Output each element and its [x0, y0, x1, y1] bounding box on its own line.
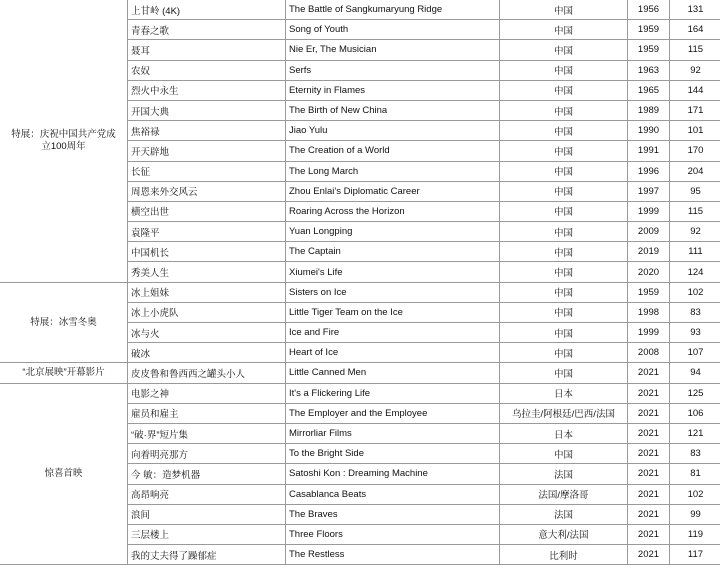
film-title-en: The Employer and the Employee: [286, 403, 500, 423]
film-country: 中国: [500, 242, 628, 262]
film-duration: 102: [670, 282, 720, 302]
table-row: [0, 0, 720, 20]
film-title-en: The Restless: [286, 545, 500, 565]
film-country: 中国: [500, 181, 628, 201]
film-year: 2020: [628, 262, 670, 282]
film-year: 1991: [628, 141, 670, 161]
film-duration: 83: [670, 444, 720, 464]
film-title-cn: 秀美人生: [128, 262, 286, 282]
film-title-cn: 青春之歌: [128, 20, 286, 40]
film-country: 中国: [500, 302, 628, 322]
film-duration: 115: [670, 40, 720, 60]
film-duration: 170: [670, 141, 720, 161]
film-duration: 101: [670, 121, 720, 141]
film-country: 乌拉圭/阿根廷/巴西/法国: [500, 403, 628, 423]
film-title-en: Sisters on Ice: [286, 282, 500, 302]
film-year: 1959: [628, 282, 670, 302]
film-duration: 111: [670, 242, 720, 262]
film-year: 1999: [628, 323, 670, 343]
film-duration: 93: [670, 323, 720, 343]
film-title-en: The Long March: [286, 161, 500, 181]
film-year: 1997: [628, 181, 670, 201]
film-year: 1996: [628, 161, 670, 181]
film-title-cn: “破·界”短片集: [128, 423, 286, 443]
film-duration: 92: [670, 222, 720, 242]
film-title-en: The Creation of a World: [286, 141, 500, 161]
film-title-cn: 冰上小虎队: [128, 302, 286, 322]
film-duration: 117: [670, 545, 720, 565]
film-title-en: Satoshi Kon : Dreaming Machine: [286, 464, 500, 484]
film-year: 1999: [628, 201, 670, 221]
film-title-en: Little Canned Men: [286, 363, 500, 383]
film-country: 中国: [500, 60, 628, 80]
film-title-cn: 冰与火: [128, 323, 286, 343]
film-duration: 95: [670, 181, 720, 201]
film-title-cn: 高昂响亮: [128, 484, 286, 504]
film-duration: 164: [670, 20, 720, 40]
film-title-cn: 周恩来外交风云: [128, 181, 286, 201]
film-duration: 124: [670, 262, 720, 282]
film-year: 1959: [628, 20, 670, 40]
film-country: 日本: [500, 423, 628, 443]
film-country: 比利时: [500, 545, 628, 565]
film-country: 中国: [500, 80, 628, 100]
film-duration: 107: [670, 343, 720, 363]
film-duration: 99: [670, 504, 720, 524]
film-year: 2021: [628, 383, 670, 403]
film-year: 2021: [628, 423, 670, 443]
film-year: 2021: [628, 363, 670, 383]
film-duration: 81: [670, 464, 720, 484]
film-country: 中国: [500, 444, 628, 464]
film-duration: 94: [670, 363, 720, 383]
film-title-en: The Birth of New China: [286, 100, 500, 120]
film-country: 中国: [500, 262, 628, 282]
film-title-cn: 三层楼上: [128, 524, 286, 544]
film-title-en: Yuan Longping: [286, 222, 500, 242]
film-year: 1989: [628, 100, 670, 120]
film-title-cn: 烈火中永生: [128, 80, 286, 100]
film-title-en: The Captain: [286, 242, 500, 262]
film-duration: 121: [670, 423, 720, 443]
film-year: 1959: [628, 40, 670, 60]
film-title-cn: 袁隆平: [128, 222, 286, 242]
film-duration: 144: [670, 80, 720, 100]
film-title-en: Zhou Enlai's Diplomatic Career: [286, 181, 500, 201]
film-duration: 92: [670, 60, 720, 80]
film-duration: 102: [670, 484, 720, 504]
film-year: 2008: [628, 343, 670, 363]
film-year: 2021: [628, 444, 670, 464]
film-title-cn: 焦裕禄: [128, 121, 286, 141]
film-year: 2021: [628, 504, 670, 524]
table-row: [0, 383, 720, 403]
film-country: 中国: [500, 100, 628, 120]
film-title-en: To the Bright Side: [286, 444, 500, 464]
film-country: 法国: [500, 464, 628, 484]
film-title-cn: 破冰: [128, 343, 286, 363]
film-title-cn: 雇员和雇主: [128, 403, 286, 423]
film-title-en: Three Floors: [286, 524, 500, 544]
film-title-cn: 冰上姐妹: [128, 282, 286, 302]
film-country: 中国: [500, 141, 628, 161]
film-country: 法国: [500, 504, 628, 524]
film-country: 法国/摩洛哥: [500, 484, 628, 504]
film-year: 2019: [628, 242, 670, 262]
film-title-en: The Battle of Sangkumaryung Ridge: [286, 0, 500, 20]
film-title-en: Serfs: [286, 60, 500, 80]
film-title-cn: 开国大典: [128, 100, 286, 120]
film-year: 2021: [628, 464, 670, 484]
film-country: 中国: [500, 161, 628, 181]
film-duration: 125: [670, 383, 720, 403]
film-year: 2021: [628, 524, 670, 544]
film-country: 中国: [500, 282, 628, 302]
film-title-cn: 皮皮鲁和鲁西西之罐头小人: [128, 363, 286, 383]
film-title-cn: 横空出世: [128, 201, 286, 221]
film-duration: 83: [670, 302, 720, 322]
film-year: 1965: [628, 80, 670, 100]
film-title-en: Roaring Across the Horizon: [286, 201, 500, 221]
film-year: 2021: [628, 403, 670, 423]
film-country: 中国: [500, 121, 628, 141]
film-duration: 119: [670, 524, 720, 544]
film-title-en: Heart of Ice: [286, 343, 500, 363]
film-title-en: The Braves: [286, 504, 500, 524]
section-title: 特展：冰雪冬奥: [0, 282, 128, 363]
film-duration: 115: [670, 201, 720, 221]
film-country: 中国: [500, 323, 628, 343]
film-year: 2021: [628, 484, 670, 504]
film-country: 中国: [500, 40, 628, 60]
film-title-en: Nie Er, The Musician: [286, 40, 500, 60]
film-country: 中国: [500, 0, 628, 20]
film-title-cn: 开天辟地: [128, 141, 286, 161]
film-title-en: Mirrorliar Films: [286, 423, 500, 443]
film-title-cn: 浪间: [128, 504, 286, 524]
film-year: 1956: [628, 0, 670, 20]
film-title-en: Jiao Yulu: [286, 121, 500, 141]
film-country: 中国: [500, 20, 628, 40]
film-duration: 131: [670, 0, 720, 20]
film-country: 日本: [500, 383, 628, 403]
film-title-cn: 电影之神: [128, 383, 286, 403]
film-title-cn: 向着明亮那方: [128, 444, 286, 464]
film-country: 意大利/法国: [500, 524, 628, 544]
section-title: 惊喜首映: [0, 383, 128, 565]
film-title-en: Song of Youth: [286, 20, 500, 40]
film-duration: 204: [670, 161, 720, 181]
film-duration: 171: [670, 100, 720, 120]
film-title-cn: 我的丈夫得了躁郁症: [128, 545, 286, 565]
film-duration: 106: [670, 403, 720, 423]
table-row: [0, 282, 720, 302]
film-country: 中国: [500, 201, 628, 221]
film-title-cn: 中国机长: [128, 242, 286, 262]
film-title-en: Little Tiger Team on the Ice: [286, 302, 500, 322]
film-year: 1963: [628, 60, 670, 80]
film-country: 中国: [500, 222, 628, 242]
section-title: 特展：庆祝中国共产党成立100周年: [0, 0, 128, 282]
film-year: 1998: [628, 302, 670, 322]
film-title-cn: 农奴: [128, 60, 286, 80]
film-country: 中国: [500, 363, 628, 383]
film-title-en: Xiumei's Life: [286, 262, 500, 282]
film-title-en: Ice and Fire: [286, 323, 500, 343]
film-title-en: Casablanca Beats: [286, 484, 500, 504]
film-year: 2009: [628, 222, 670, 242]
film-title-cn: 上甘岭 (4K): [128, 0, 286, 20]
section-title: “北京展映”开幕影片: [0, 363, 128, 383]
film-title-cn: 聂耳: [128, 40, 286, 60]
table-row: [0, 363, 720, 383]
film-year: 1990: [628, 121, 670, 141]
film-title-en: Eternity in Flames: [286, 80, 500, 100]
film-title-en: It's a Flickering Life: [286, 383, 500, 403]
film-title-cn: 今 敏：造梦机器: [128, 464, 286, 484]
film-title-cn: 长征: [128, 161, 286, 181]
film-year: 2021: [628, 545, 670, 565]
film-country: 中国: [500, 343, 628, 363]
